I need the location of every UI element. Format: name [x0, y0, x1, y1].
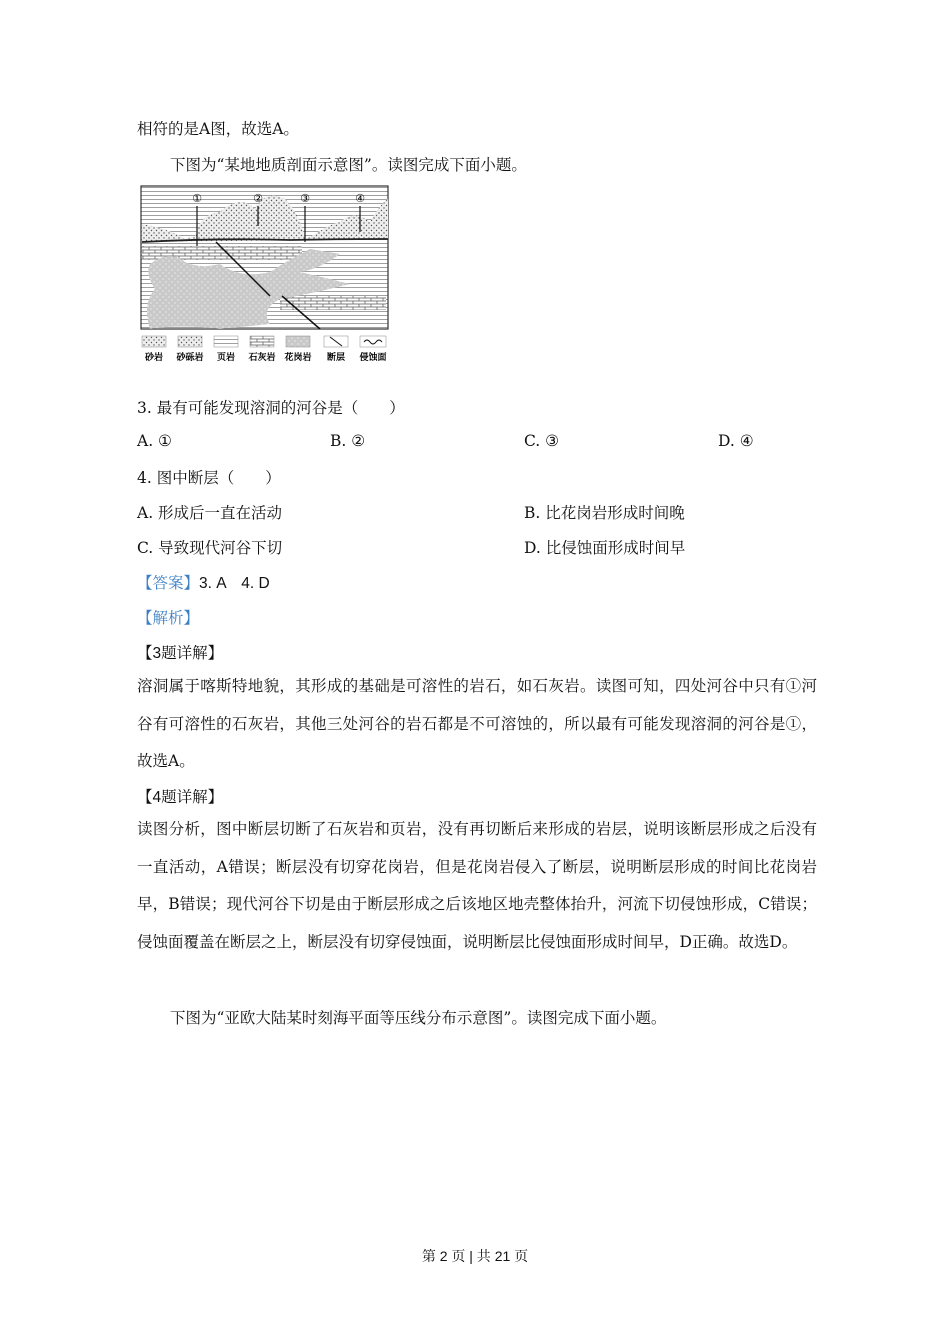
valley-marker-2: ② [253, 192, 263, 205]
figure-2-caption: 下图为“亚欧大陆某时刻海平面等压线分布示意图”。读图完成下面小题。 [170, 1009, 667, 1027]
question-4-stem: 4. 图中断层（ ） [137, 469, 281, 487]
q4-detail-text: 读图分析，图中断层切断了石灰岩和页岩，没有再切断后来形成的岩层，说明该断层形成之后没有一直活动，A错误；断层没有切穿花岗岩，但是花岗岩侵入了断层，说明断层形成的时间比花岗岩早，B错误；现代河谷下切是由于断层形成之后该地区地壳整体抬升，河流下切侵蚀形成，C错误；侵蚀面覆盖在断层之上，断层没有切穿侵蚀面，说明断层比侵蚀面形成时间早，D正确。故选D。 [137, 820, 817, 951]
figure-1-caption: 下图为“某地地质剖面示意图”。读图完成下面小题。 [170, 156, 527, 174]
valley-marker-1: ① [192, 192, 202, 205]
q4-detail-title: 【4题详解】 [137, 789, 224, 806]
question-4-option-d: D. 比侵蚀面形成时间早 [524, 539, 686, 557]
answer-line [137, 571, 270, 593]
question-3-stem: 3. 最有可能发现溶洞的河谷是（ ） [137, 399, 405, 417]
page-footer: 第 2 页 | 共 21 页 [421, 1248, 529, 1264]
legend-erosion-surface: 侵蚀面 [359, 353, 387, 363]
question-4-option-c: C. 导致现代河谷下切 [137, 539, 283, 557]
question-3-option-b: B. ② [330, 432, 366, 450]
legend-limestone: 石灰岩 [248, 353, 276, 363]
q3-detail-title: 【3题详解】 [137, 645, 224, 662]
legend-fault: 断层 [326, 353, 346, 363]
question-4-option-a: A. 形成后一直在活动 [137, 504, 283, 522]
analysis-label: 【解析】 [137, 610, 200, 627]
question-3-option-a: A. ① [137, 432, 172, 450]
valley-marker-3: ③ [300, 192, 310, 205]
geologic-section-diagram [140, 184, 392, 366]
question-4-option-b: B. 比花岗岩形成时间晚 [524, 504, 685, 522]
q3-detail-text: 溶洞属于喀斯特地貌，其形成的基础是可溶性的岩石，如石灰岩。读图可知，四处河谷中只有①河谷有可溶性的石灰岩，其他三处河谷的岩石都是不可溶蚀的，所以最有可能发现溶洞的河谷是①，故选A。 [137, 677, 817, 770]
valley-marker-4: ④ [355, 192, 365, 205]
question-3-option-d: D. ④ [718, 432, 754, 450]
answer-label: 【答案】 [137, 575, 200, 592]
intro-end-text: 相符的是A图，故选A。 [137, 120, 299, 138]
legend-sandstone: 砂岩 [144, 353, 164, 363]
question-3-option-c: C. ③ [524, 432, 560, 450]
answer-value: 3. A 4. D [199, 575, 270, 592]
legend-conglomerate: 砂砾岩 [176, 353, 204, 363]
legend-granite: 花岗岩 [284, 353, 312, 363]
legend-shale: 页岩 [216, 353, 236, 363]
